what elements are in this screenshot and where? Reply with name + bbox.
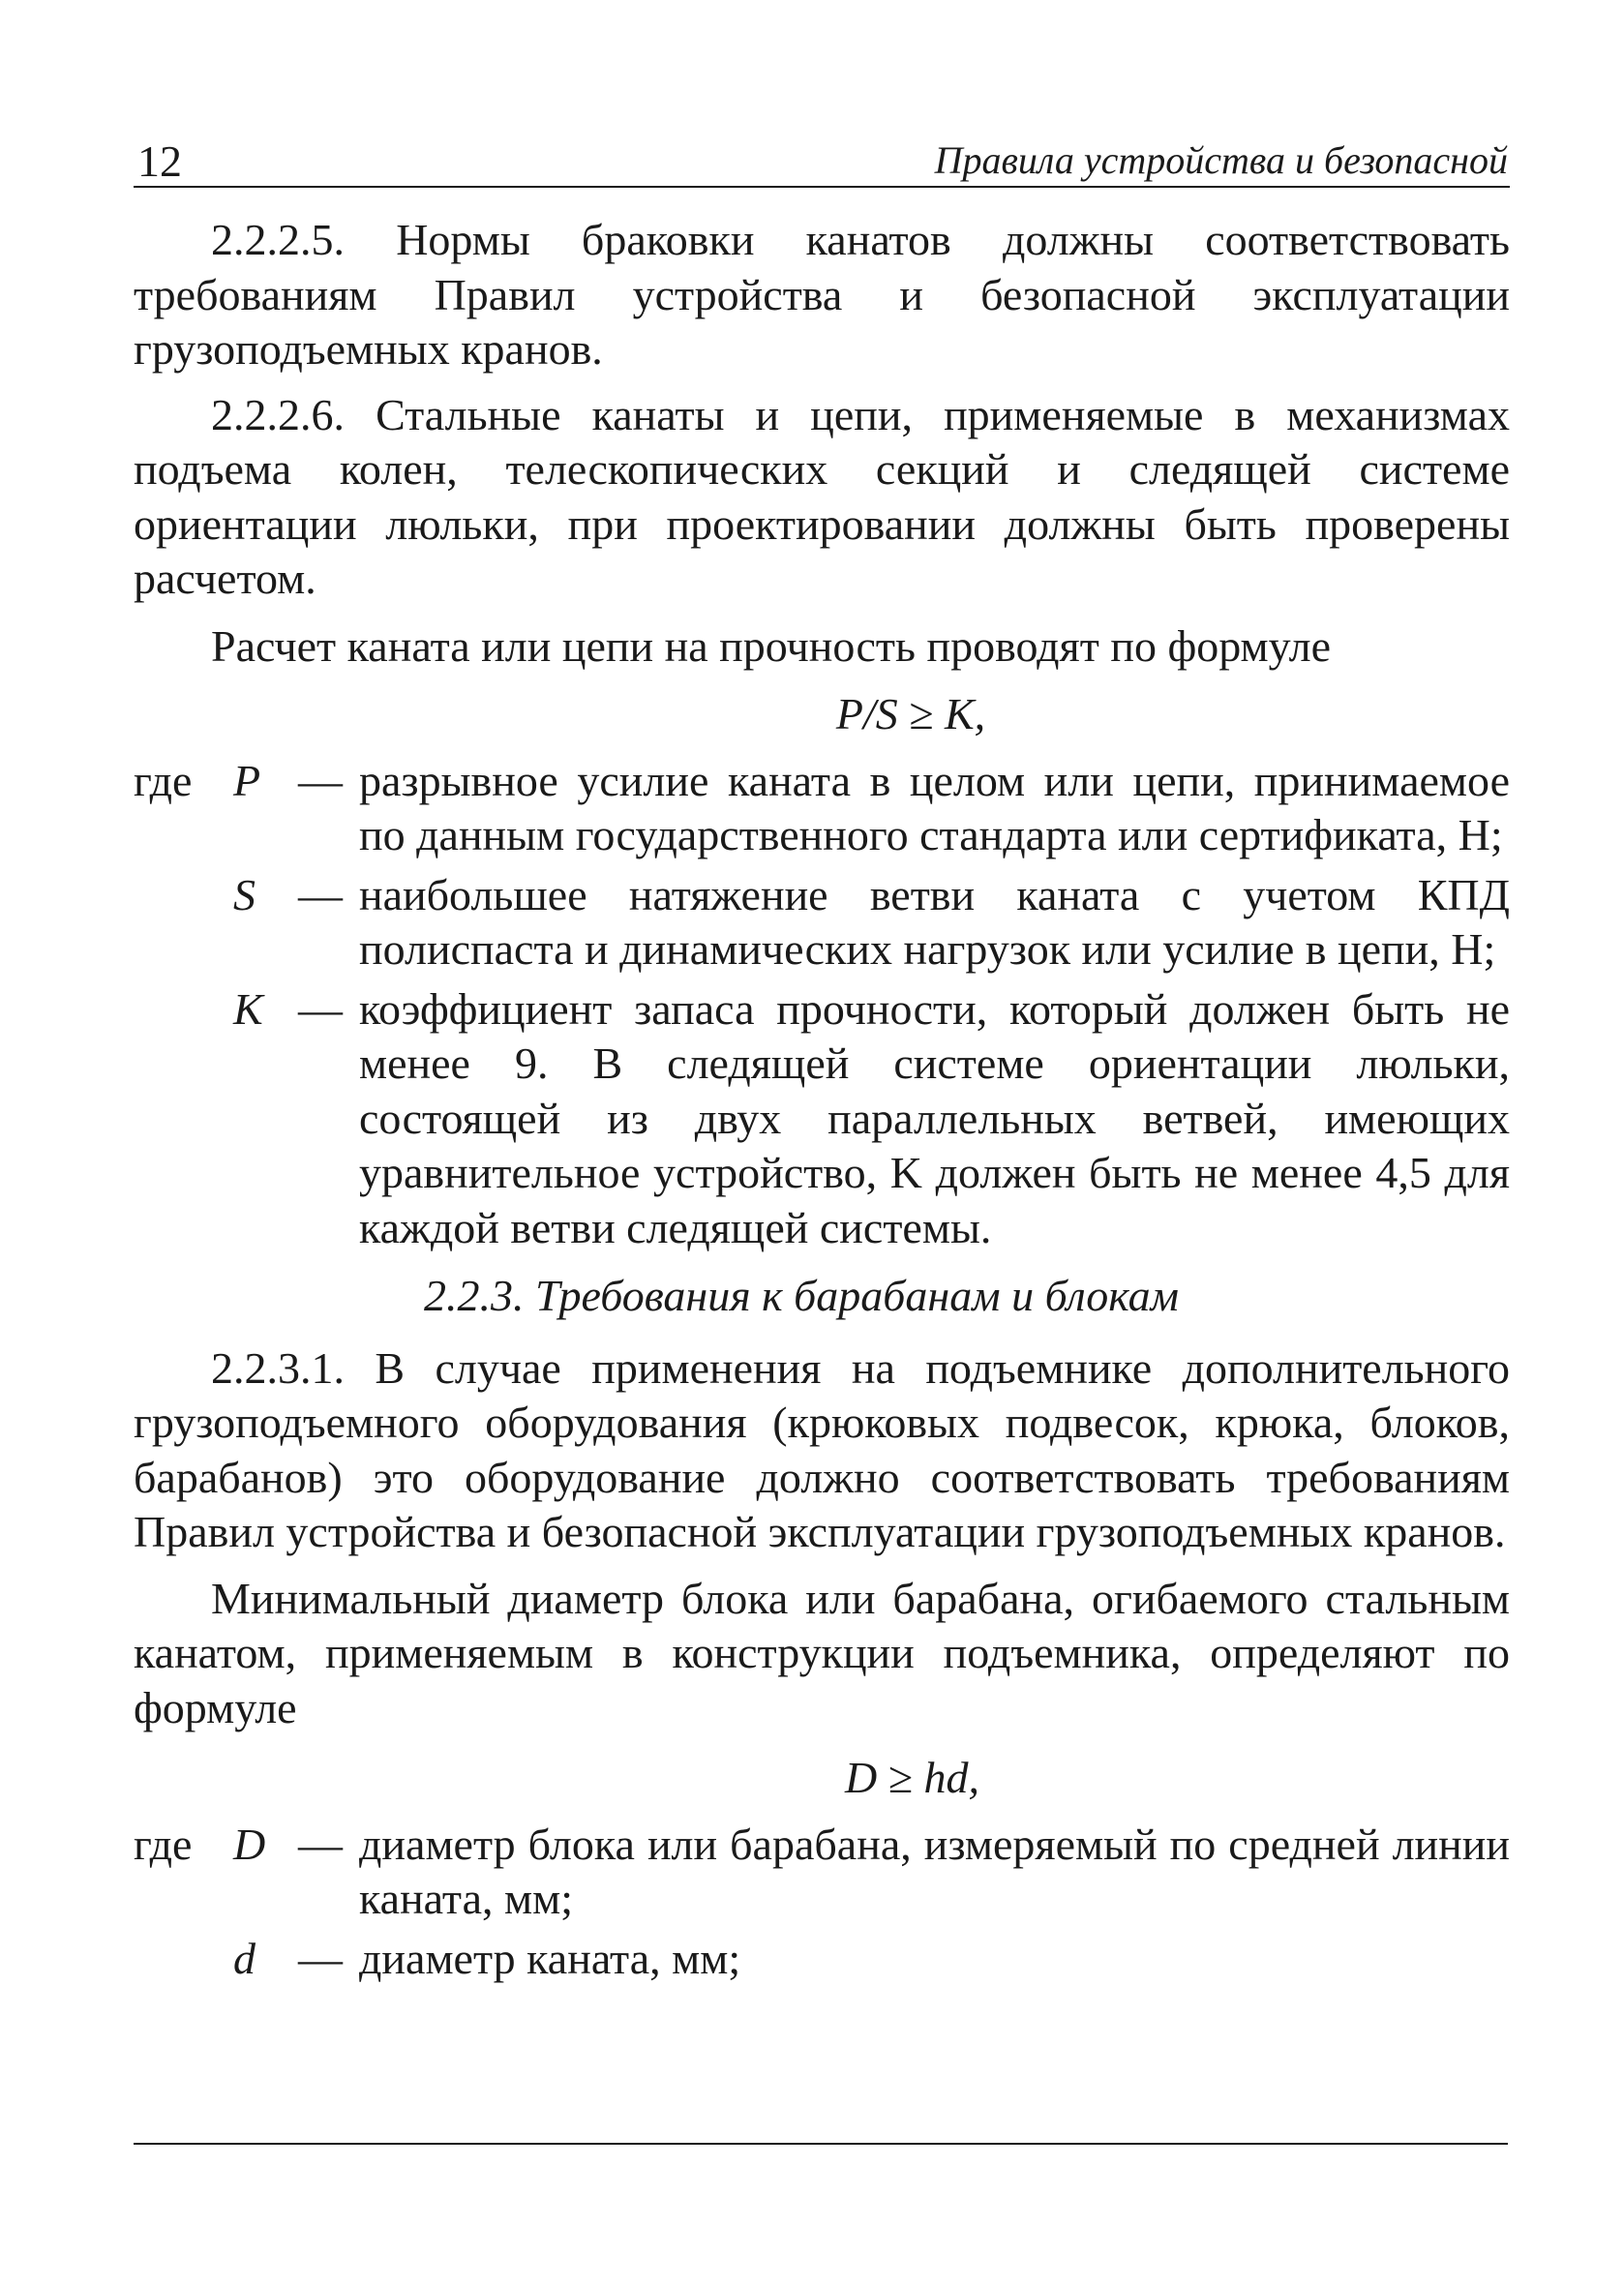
running-title: Правила устройства и безопасной [934, 138, 1508, 182]
bottom-rule [134, 2143, 1508, 2145]
definition-dash: — [298, 869, 343, 919]
definition-symbol: d [233, 1933, 256, 1983]
definition-item [134, 868, 1510, 978]
definitions-diameter [134, 1818, 1510, 1987]
formula-diameter: D ≥ hd, [845, 1753, 979, 1802]
definition-item [134, 982, 1510, 1256]
definition-symbol: K [233, 983, 263, 1034]
min-diameter-paragraph: Минимальный диаметр блока или барабана, огибаемого стальным канатом, применяемым в конструкции подъемника, определяют по формуле [134, 1573, 1510, 1732]
section-heading-2-2-3: 2.2.3. Требования к барабанам и блокам [424, 1271, 1179, 1320]
book-page [134, 126, 1510, 1991]
definition-dash: — [298, 755, 343, 805]
definition-text: наибольшее натяжение ветви каната с учетом КПД полиспаста и динамических нагрузок или усилие в цепи, Н; [359, 869, 1510, 974]
definition-dash: — [298, 983, 343, 1034]
paragraph-2-2-2-6: 2.2.2.6. Стальные канаты и цепи, применяемые в механизмах подъема колен, телескопических секций и следящей системе ориентации люльки, при проектировании должны быть проверены расчетом. [134, 389, 1510, 603]
definition-text: диаметр блока или барабана, измеряемый по средней линии каната, мм; [359, 1819, 1510, 1923]
paragraph-2-2-3-1: 2.2.3.1. В случае применения на подъемнике дополнительного грузоподъемного оборудования (крюковых подвесок, крюка, блоков, барабанов) это оборудование должно соответствовать требованиям Правил устройства и безопасной эксплуатации грузоподъемных кранов. [134, 1342, 1510, 1556]
definition-symbol: D [233, 1819, 266, 1869]
definition-item [134, 1932, 1510, 1987]
paragraph-2-2-2-5: 2.2.2.5. Нормы браковки канатов должны соответствовать требованиям Правил устройства и безопасной эксплуатации грузоподъемных кранов. [134, 215, 1510, 374]
page-body [134, 213, 1510, 1986]
where-label: где [134, 755, 193, 805]
definition-text: разрывное усилие каната в целом или цепи, принимаемое по данным государственного стандарта или сертификата, Н; [359, 755, 1510, 859]
definition-item [134, 754, 1510, 863]
definition-text: диаметр каната, мм; [359, 1933, 741, 1983]
running-header [134, 126, 1510, 188]
definition-dash: — [298, 1933, 343, 1983]
definition-item [134, 1818, 1510, 1927]
calculation-intro: Расчет каната или цепи на прочность проводят по формуле [211, 620, 1332, 671]
definition-symbol: P [233, 755, 261, 805]
definition-symbol: S [233, 869, 256, 919]
definition-dash: — [298, 1819, 343, 1869]
formula-strength: P/S ≥ K, [835, 689, 986, 738]
definitions-strength [134, 754, 1510, 1256]
definition-text: коэффициент запаса прочности, который должен быть не менее 9. В следящей системе ориентации люльки, состоящей из двух параллельных ветвей, имеющих уравнительное устройство, K должен быть не менее 4,5 для каждой ветви следящей системы. [359, 983, 1510, 1252]
page-number: 12 [137, 136, 182, 186]
where-label: где [134, 1819, 193, 1869]
